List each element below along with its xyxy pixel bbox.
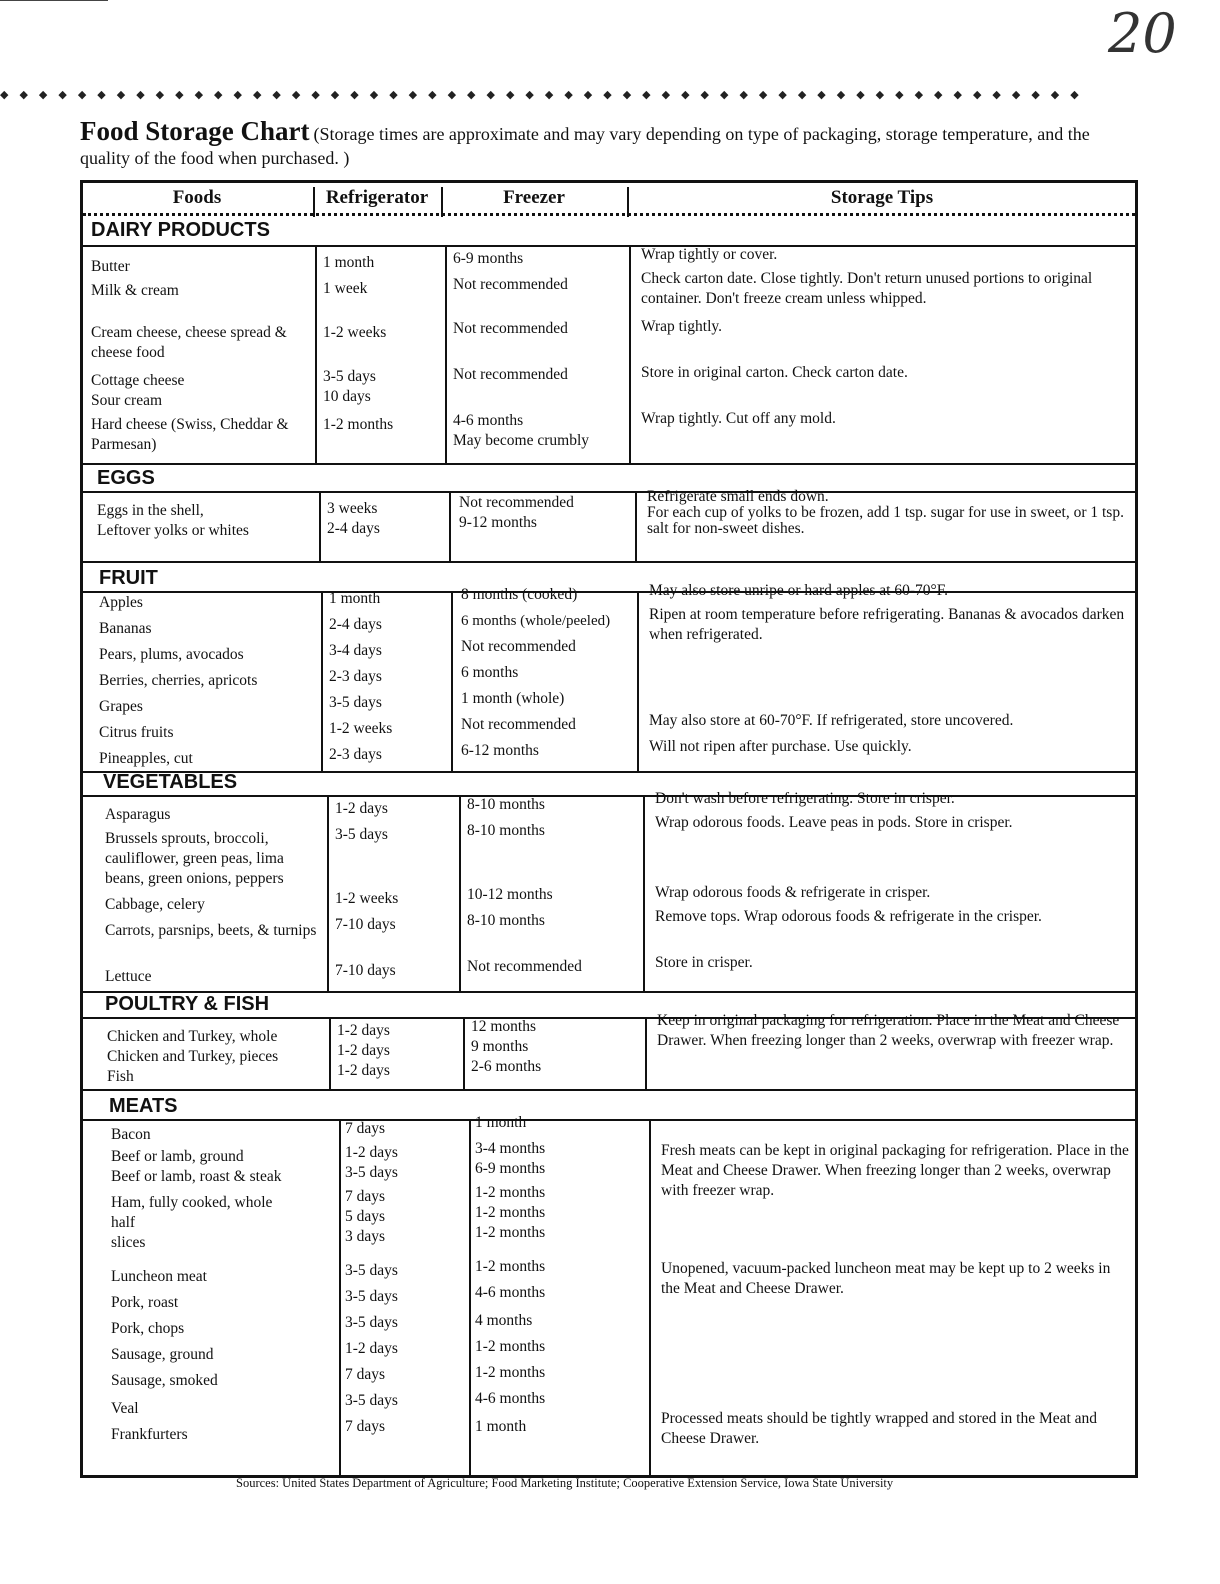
freezer-time: 1-2 months	[475, 1258, 546, 1275]
freezer-time: 1-2 months	[475, 1364, 546, 1381]
food-name: Bacon	[111, 1126, 151, 1143]
col-tips	[655, 790, 1131, 991]
header-foods: Foods	[172, 187, 222, 208]
decorative-border: ◆◆◆◆◆◆◆◆◆◆◆◆◆◆◆◆◆◆◆◆◆◆◆◆◆◆◆◆◆◆◆◆◆◆◆◆◆◆◆◆◆◆◆◆◆◆◆◆◆◆◆◆◆◆◆◆	[0, 88, 1090, 101]
storage-tip: Store in crisper.	[655, 954, 753, 971]
col-freezer	[467, 796, 639, 991]
col-refrigerator	[337, 1022, 457, 1095]
fridge-time: 1 month	[323, 254, 375, 271]
freezer-time: 4 months	[475, 1312, 533, 1329]
food-name: Hard cheese (Swiss, Cheddar & Parmesan)	[91, 416, 289, 453]
col-foods	[105, 805, 323, 991]
storage-tip: Wrap odorous foods & refrigerate in crisper.	[655, 884, 931, 901]
col-foods	[99, 593, 317, 771]
col-foods	[97, 501, 315, 565]
food-name: Ham, fully cooked, whole half slices	[111, 1194, 273, 1251]
col-foods	[107, 1027, 327, 1095]
section-title: MEATS	[109, 1095, 178, 1117]
food-name: Lettuce	[105, 968, 152, 985]
freezer-time: 8-10 months	[467, 796, 545, 813]
col-refrigerator	[345, 1120, 465, 1475]
food-name: Pears, plums, avocados	[99, 646, 244, 663]
fridge-time: 1-2 days	[335, 800, 388, 817]
freezer-time: 8-10 months	[467, 822, 545, 839]
fridge-time: 2-3 days	[329, 746, 382, 763]
freezer-time: Not recommended	[453, 276, 568, 293]
sources-note: Sources: United States Department of Agriculture; Food Marketing Institute; Cooperative Extension Service, Iowa State University	[236, 1476, 894, 1490]
storage-tip: Will not ripen after purchase. Use quickly.	[649, 738, 912, 755]
fridge-time: 3-5 days	[345, 1262, 398, 1279]
food-name: Eggs in the shell, Leftover yolks or whites	[97, 502, 249, 539]
fridge-time: 2-4 days	[329, 616, 382, 633]
freezer-time: 4-6 months	[475, 1284, 546, 1301]
storage-tip: Check carton date. Close tightly. Don't return unused portions to original container. Don't freeze cream unless whipped.	[641, 270, 1093, 307]
section-title: POULTRY & FISH	[105, 993, 270, 1015]
freezer-time: 8-10 months	[467, 912, 545, 929]
col-refrigerator	[327, 501, 445, 565]
food-name: Sausage, ground	[111, 1346, 214, 1363]
food-name: Milk & cream	[91, 282, 179, 299]
fridge-time: 1-2 days 3-5 days	[345, 1144, 398, 1181]
col-tips	[661, 1125, 1131, 1475]
freezer-time: 6-12 months	[461, 742, 539, 759]
fridge-time: 3-4 days	[329, 642, 382, 659]
storage-tip: Wrap tightly. Cut off any mold.	[641, 410, 836, 427]
fridge-time: 7 days	[345, 1366, 386, 1383]
freezer-time: 12 months 9 months 2-6 months	[471, 1018, 542, 1075]
page-number: 20	[1108, 2, 1177, 65]
fridge-time: 3-5 days 10 days	[323, 368, 376, 405]
section-poultry-fish	[83, 991, 1135, 1095]
food-name: Chicken and Turkey, whole Chicken and Turkey, pieces Fish	[107, 1028, 279, 1085]
food-name: Cream cheese, cheese spread & cheese food	[91, 324, 287, 361]
fridge-time: 1-2 months	[323, 416, 394, 433]
section-dairy	[83, 215, 1135, 465]
col-tips	[649, 582, 1131, 771]
storage-tip: Wrap tightly or cover.	[641, 246, 778, 263]
storage-tip: May also store at 60-70°F. If refrigerated, store uncovered.	[649, 712, 1014, 729]
fridge-time: 1 month	[329, 590, 381, 607]
freezer-time: 6 months	[461, 664, 519, 681]
col-tips	[647, 488, 1131, 565]
fridge-time: 1 week	[323, 280, 368, 297]
food-name: Frankfurters	[111, 1426, 188, 1443]
col-freezer	[475, 1114, 645, 1475]
fridge-time: 7-10 days	[335, 916, 396, 933]
fridge-time: 1-2 weeks	[335, 890, 399, 907]
section-title: FRUIT	[99, 567, 158, 589]
freezer-time: 3-4 months 6-9 months	[475, 1140, 546, 1177]
col-refrigerator	[323, 251, 441, 465]
fridge-time: 3-5 days	[345, 1392, 398, 1409]
freezer-time: 10-12 months	[467, 886, 553, 903]
col-refrigerator	[329, 590, 447, 771]
freezer-time: 1-2 months 1-2 months 1-2 months	[475, 1184, 546, 1241]
col-tips	[641, 246, 1131, 465]
storage-tip: Keep in original packaging for refrigeration. Place in the Meat and Cheese Drawer. When freezing longer than 2 weeks, overwrap with freezer wrap.	[657, 1012, 1120, 1049]
freezer-time: 6 months (whole/peeled)	[461, 613, 611, 629]
fridge-time: 3-5 days	[345, 1314, 398, 1331]
freezer-time: 4-6 months May become crumbly	[453, 412, 590, 449]
food-name: Brussels sprouts, broccoli, cauliflower, green peas, lima beans, green onions, peppers	[105, 830, 284, 887]
storage-tip: Fresh meats can be kept in original packaging for refrigeration. Place in the Meat and Cheese Drawer. When freezing longer than 2 weeks, overwrap with freezer wrap.	[661, 1142, 1129, 1199]
title-block	[80, 116, 1120, 169]
section-meats	[83, 1095, 1135, 1475]
food-name: Citrus fruits	[99, 724, 174, 741]
storage-tip: Wrap tightly.	[641, 318, 723, 335]
col-refrigerator	[335, 800, 455, 991]
fridge-time: 2-3 days	[329, 668, 382, 685]
fridge-time: 3-5 days	[335, 826, 388, 843]
food-name: Luncheon meat	[111, 1268, 207, 1285]
food-name: Butter	[91, 258, 130, 275]
chart-header	[83, 183, 1135, 216]
header-refrigerator: Refrigerator	[325, 187, 429, 208]
freezer-time: Not recommended	[453, 366, 568, 383]
storage-tip: Wrap odorous foods. Leave peas in pods. Store in crisper.	[655, 814, 1013, 831]
storage-tip: Don't wash before refrigerating. Store in crisper.	[655, 790, 955, 807]
col-freezer	[461, 586, 635, 771]
storage-tip: May also store unripe or hard apples at 60-70°F.	[649, 582, 948, 599]
food-name: Bananas	[99, 620, 152, 637]
col-foods	[111, 1125, 335, 1475]
freezer-time: Not recommended	[453, 320, 568, 337]
section-title: DAIRY PRODUCTS	[91, 219, 270, 241]
food-name: Cottage cheese Sour cream	[91, 372, 185, 409]
page-title: Food Storage Chart	[80, 116, 310, 146]
storage-tip: Refrigerate small ends down. For each cup of yolks to be frozen, add 1 tsp. sugar for use in sweet, or 1 tsp. salt for non-sweet dishes.	[647, 488, 1124, 537]
food-name: Pork, roast	[111, 1294, 179, 1311]
fridge-time: 3 weeks 2-4 days	[327, 500, 380, 537]
freezer-time: 1 month	[475, 1114, 527, 1131]
storage-chart	[80, 180, 1138, 1478]
fridge-time: 7-10 days	[335, 962, 396, 979]
food-name: Asparagus	[105, 806, 171, 823]
section-fruit	[83, 565, 1135, 771]
freezer-time: Not recommended 9-12 months	[459, 494, 574, 531]
fridge-time: 3-5 days	[345, 1288, 398, 1305]
freezer-time: 4-6 months	[475, 1390, 546, 1407]
fridge-time: 1-2 weeks	[323, 324, 387, 341]
page-subtitle: (Storage times are approximate and may vary depending on type of packaging, storage temperature, and the quality of the food when purchased. )	[80, 124, 1090, 168]
col-foods	[91, 251, 311, 465]
freezer-time: 1-2 months	[475, 1338, 546, 1355]
section-title: EGGS	[97, 467, 155, 489]
col-tips	[657, 1012, 1131, 1095]
fridge-time: 7 days	[345, 1418, 386, 1435]
food-name: Pineapples, cut	[99, 750, 193, 767]
storage-tip: Remove tops. Wrap odorous foods & refrigerate in the crisper.	[655, 908, 1042, 925]
section-title: VEGETABLES	[103, 771, 238, 793]
col-freezer	[471, 1018, 641, 1095]
food-name: Cabbage, celery	[105, 896, 205, 913]
fridge-time: 1-2 days 1-2 days 1-2 days	[337, 1022, 390, 1079]
header-freezer: Freezer	[503, 187, 565, 208]
freezer-time: Not recommended	[461, 638, 576, 655]
header-storage-tips: Storage Tips	[830, 187, 934, 208]
food-name: Sausage, smoked	[111, 1372, 218, 1389]
food-name: Apples	[99, 594, 143, 611]
storage-tip: Unopened, vacuum-packed luncheon meat may be kept up to 2 weeks in the Meat and Cheese Drawer.	[661, 1260, 1111, 1297]
storage-tip: Processed meats should be tightly wrapped and stored in the Meat and Cheese Drawer.	[661, 1410, 1098, 1447]
freezer-time: 1 month (whole)	[461, 690, 565, 707]
food-name: Beef or lamb, ground Beef or lamb, roast & steak	[111, 1148, 282, 1185]
food-name: Berries, cherries, apricots	[99, 672, 258, 689]
freezer-time: Not recommended	[461, 716, 576, 733]
col-freezer	[453, 251, 625, 465]
freezer-time: Not recommended	[467, 958, 582, 975]
section-vegetables	[83, 771, 1135, 991]
col-freezer	[459, 494, 631, 565]
food-name: Grapes	[99, 698, 143, 715]
food-name: Veal	[111, 1400, 139, 1417]
fridge-time: 1-2 days	[345, 1340, 398, 1357]
fridge-time: 3-5 days	[329, 694, 382, 711]
fridge-time: 1-2 weeks	[329, 720, 393, 737]
food-name: Pork, chops	[111, 1320, 185, 1337]
food-name: Carrots, parsnips, beets, & turnips	[105, 922, 317, 939]
fridge-time: 7 days 5 days 3 days	[345, 1188, 386, 1245]
freezer-time: 8 months (cooked)	[461, 586, 578, 603]
freezer-time: 1 month	[475, 1418, 527, 1435]
fridge-time: 7 days	[345, 1120, 386, 1137]
storage-tip: Ripen at room temperature before refrigerating. Bananas & avocados darken when refrigerated.	[649, 606, 1125, 643]
freezer-time: 6-9 months	[453, 250, 524, 267]
section-eggs	[83, 465, 1135, 565]
storage-tip: Store in original carton. Check carton date.	[641, 364, 908, 381]
top-rule	[0, 0, 108, 1]
